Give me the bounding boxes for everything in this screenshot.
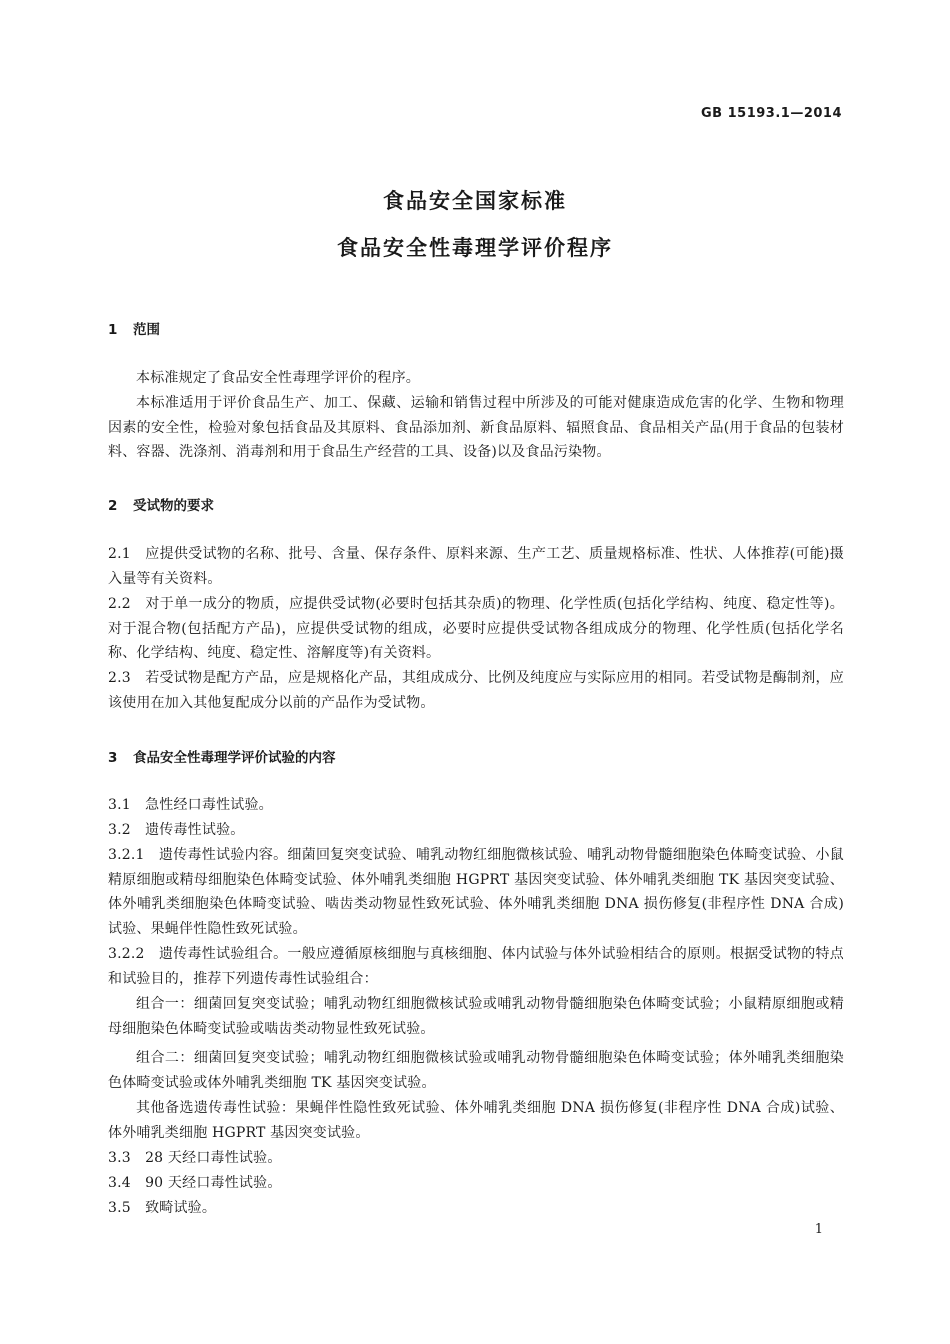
document-subtitle: 食品安全性毒理学评价程序: [337, 236, 613, 260]
section-title: 范围: [133, 322, 160, 338]
section-3-heading: [108, 746, 336, 766]
clause-3-2-2: 3.2.2 遗传毒性试验组合。一般应遵循原核细胞与真核细胞、体内试验与体外试验相结合的原则。根据受试物的特点和试验目的，推荐下列遗传毒性试验组合：: [108, 946, 844, 987]
combination-1: 组合一：细菌回复突变试验；哺乳动物红细胞微核试验或哺乳动物骨髓细胞染色体畸变试验；小鼠精原细胞或精母细胞染色体畸变试验或啮齿类动物显性致死试验。: [108, 996, 844, 1037]
clause-2-3: 2.3 若受试物是配方产品，应是规格化产品，其组成成分、比例及纯度应与实际应用的相同。若受试物是酶制剂，应该使用在加入其他复配成分以前的产品作为受试物。: [108, 670, 844, 711]
combination-2: 组合二：细菌回复突变试验；哺乳动物红细胞微核试验或哺乳动物骨髓细胞染色体畸变试验；体外哺乳类细胞染色体畸变试验或体外哺乳类细胞 TK 基因突变试验。: [108, 1050, 844, 1091]
clause-2-2: 2.2 对于单一成分的物质，应提供受试物(必要时包括其杂质)的物理、化学性质(包括化学结构、纯度、稳定性等)。对于混合物(包括配方产品)，应提供受试物的组成，必要时应提供受试物各组成成分的物理、化学性质(包括化学名称、化学结构、纯度、稳定性、溶解度等)有关资料。: [108, 596, 844, 662]
clause-3-2-1: 3.2.1 遗传毒性试验内容。细菌回复突变试验、哺乳动物红细胞微核试验、哺乳动物骨髓细胞染色体畸变试验、小鼠精原细胞或精母细胞染色体畸变试验、体外哺乳类细胞 HGPRT 基因突变试验、体外哺乳类细胞 TK 基因突变试验、体外哺乳类细胞染色体畸变试验、啮齿类动物显性致死试验、体外哺乳类细胞 DNA 损伤修复(非程序性 DNA 合成)试验、果蝇伴性隐性致死试验。: [108, 847, 844, 937]
paragraph: 本标准适用于评价食品生产、加工、保藏、运输和销售过程中所涉及的可能对健康造成危害的化学、生物和物理因素的安全性，检验对象包括食品及其原料、食品添加剂、新食品原料、辐照食品、食品相关产品(用于食品的包装材料、容器、洗涤剂、消毒剂和用于食品生产经营的工具、设备)以及食品污染物。: [108, 395, 844, 461]
section-title: 受试物的要求: [133, 498, 214, 514]
section-2-heading: [108, 494, 214, 514]
clause-3-4: 3.4 90 天经口毒性试验。: [108, 1175, 282, 1191]
page-number: 1: [814, 1222, 823, 1237]
standard-number: GB 15193.1—2014: [701, 106, 842, 121]
section-number: 2: [108, 498, 118, 514]
clause-3-1: 3.1 急性经口毒性试验。: [108, 797, 273, 813]
section-title: 食品安全性毒理学评价试验的内容: [133, 750, 336, 766]
other-tests: 其他备选遗传毒性试验：果蝇伴性隐性致死试验、体外哺乳类细胞 DNA 损伤修复(非程序性 DNA 合成)试验、体外哺乳类细胞 HGPRT 基因突变试验。: [108, 1100, 844, 1141]
section-1-heading: [108, 318, 160, 338]
section-number: 3: [108, 750, 118, 766]
clause-3-2: 3.2 遗传毒性试验。: [108, 822, 245, 838]
clause-3-5: 3.5 致畸试验。: [108, 1200, 217, 1216]
paragraph: 本标准规定了食品安全性毒理学评价的程序。: [136, 370, 420, 386]
clause-2-1: 2.1 应提供受试物的名称、批号、含量、保存条件、原料来源、生产工艺、质量规格标准、性状、人体推荐(可能)摄入量等有关资料。: [108, 546, 844, 587]
section-number: 1: [108, 322, 118, 338]
clause-3-3: 3.3 28 天经口毒性试验。: [108, 1150, 282, 1166]
document-title: 食品安全国家标准: [383, 189, 567, 213]
